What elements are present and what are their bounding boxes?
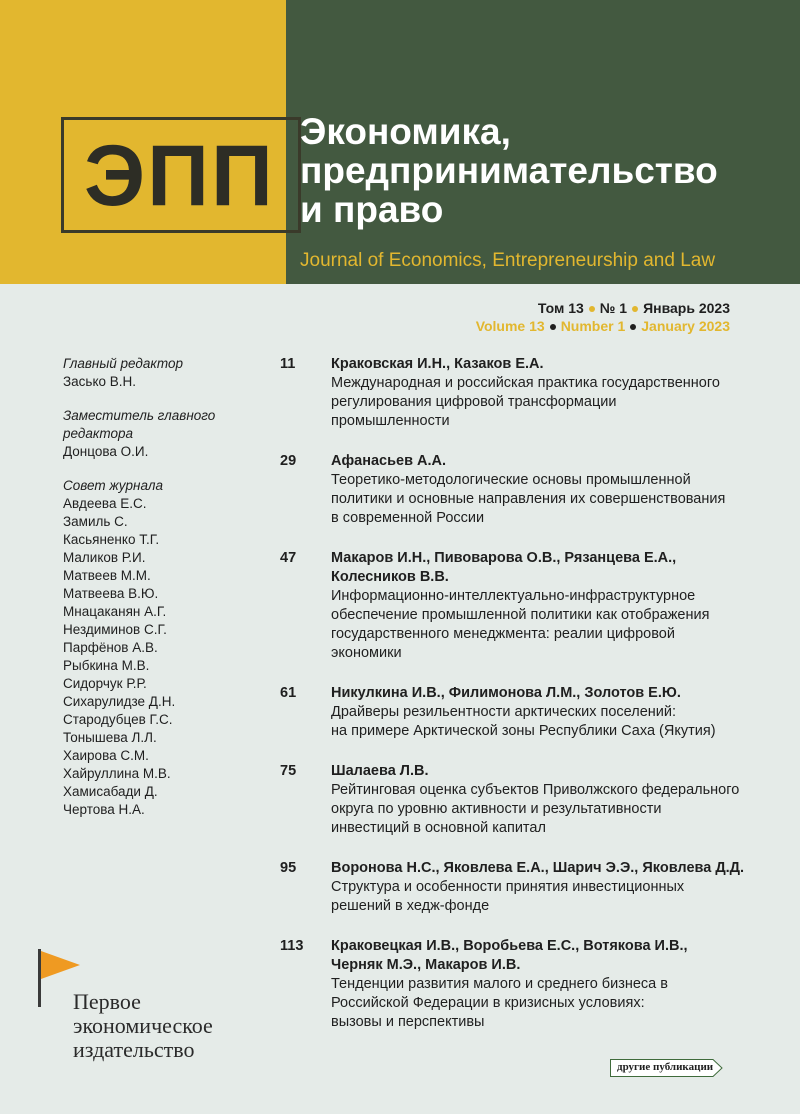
toc-title-line: на примере Арктической зоны Республики Саха (Якутия) xyxy=(331,723,716,739)
publisher-name xyxy=(73,990,213,1062)
toc-page-number: 75 xyxy=(280,763,297,779)
issue-volume: Том 13 xyxy=(537,300,584,316)
issue-info-ru xyxy=(538,300,730,316)
board-member: Авдеева Е.С. xyxy=(63,496,147,511)
toc-title-line: округа по уровню активности и результативности xyxy=(331,801,662,817)
chief-editor-name: Засько В.Н. xyxy=(63,374,137,389)
publisher-name-line: Первое xyxy=(73,989,141,1014)
toc-title-line: Рейтинговая оценка субъектов Приволжского федерального xyxy=(331,782,740,798)
other-publications-label[interactable]: другие публикации xyxy=(617,1061,714,1073)
board-role: Совет журнала xyxy=(63,478,163,493)
issue-number: Number 1 xyxy=(560,318,626,334)
journal-title-line: и право xyxy=(300,189,444,230)
toc-item[interactable] xyxy=(280,355,750,431)
issue-info-en xyxy=(476,318,730,334)
toc-title-line: Теоретико-методологические основы промышленной xyxy=(331,472,691,488)
board-member: Хамисабади Д. xyxy=(63,784,158,799)
issue-date: January 2023 xyxy=(641,318,730,334)
issue-volume: Volume 13 xyxy=(475,318,545,334)
toc-title-line: политики и основные направления их совершенствования xyxy=(331,491,726,507)
toc-title-line: Международная и российская практика государственного xyxy=(331,375,720,391)
toc-authors: Шалаева Л.В. xyxy=(331,763,429,779)
separator-dot-icon xyxy=(630,324,636,330)
board-member: Тонышева Л.Л. xyxy=(63,730,157,745)
toc-page-number: 29 xyxy=(280,453,297,469)
board-member: Рыбкина М.В. xyxy=(63,658,150,673)
issue-date: Январь 2023 xyxy=(643,300,730,316)
deputy-editor-role: Заместитель главного xyxy=(63,408,216,423)
toc-title-line: Информационно-интеллектуально-инфраструктурное xyxy=(331,588,696,604)
toc-authors: Черняк М.Э., Макаров И.В. xyxy=(331,957,521,973)
toc-title-line: промышленности xyxy=(331,413,450,429)
toc-title-line: в современной России xyxy=(331,510,485,526)
toc-authors: Краковская И.Н., Казаков Е.А. xyxy=(331,356,544,372)
toc-item[interactable] xyxy=(280,684,750,741)
toc-item[interactable] xyxy=(280,452,750,528)
journal-subtitle: Journal of Economics, Entrepreneurship and Law xyxy=(300,250,716,271)
board-member: Маликов Р.И. xyxy=(63,550,146,565)
board-member: Сидорчук Р.Р. xyxy=(63,676,147,691)
toc-page-number: 95 xyxy=(280,860,297,876)
toc-item[interactable] xyxy=(280,937,750,1032)
toc-page-number: 47 xyxy=(280,550,297,566)
board-member: Мнацаканян А.Г. xyxy=(63,604,167,619)
journal-title-line: Экономика, xyxy=(300,111,511,152)
board-member: Чертова Н.А. xyxy=(63,802,145,817)
toc-title-line: инвестиций в основной капитал xyxy=(331,820,546,836)
journal-title xyxy=(300,112,780,229)
toc-page-number: 61 xyxy=(280,685,297,701)
publisher-name-line: экономическое xyxy=(73,1013,213,1038)
deputy-editor-role: редактора xyxy=(63,426,133,441)
toc-title-line: решений в хедж-фонде xyxy=(331,898,490,914)
separator-dot-icon xyxy=(550,324,556,330)
toc-authors: Макаров И.Н., Пивоварова О.В., Рязанцева Е.А., xyxy=(331,550,677,566)
toc-authors: Колесников В.В. xyxy=(331,569,449,585)
toc-item[interactable] xyxy=(280,859,750,916)
board-member: Сихарулидзе Д.Н. xyxy=(63,694,176,709)
toc-item[interactable] xyxy=(280,762,750,838)
publisher-name-line: издательство xyxy=(73,1037,195,1062)
toc-item[interactable] xyxy=(280,549,750,663)
board-member: Стародубцев Г.С. xyxy=(63,712,173,727)
separator-dot-icon xyxy=(632,306,638,312)
table-of-contents xyxy=(280,355,750,1032)
journal-logo: ЭПП xyxy=(84,128,275,224)
toc-authors: Никулкина И.В., Филимонова Л.М., Золотов Е.Ю. xyxy=(331,685,681,701)
toc-title-line: экономики xyxy=(331,645,402,661)
board-member: Нездиминов С.Г. xyxy=(63,622,167,637)
toc-page-number: 11 xyxy=(280,356,296,372)
toc-title-line: Тенденции развития малого и среднего бизнеса в xyxy=(331,976,668,992)
toc-title-line: государственного менеджмента: реалии цифровой xyxy=(331,626,675,642)
board-member: Хайруллина М.В. xyxy=(63,766,171,781)
deputy-editor-name: Донцова О.И. xyxy=(63,444,149,459)
issue-number: № 1 xyxy=(599,300,628,316)
toc-page-number: 113 xyxy=(280,938,304,954)
toc-title-line: Российской Федерации в кризисных условиях: xyxy=(331,995,645,1011)
chief-editor-role: Главный редактор xyxy=(63,356,184,371)
board-member: Хаирова С.М. xyxy=(63,748,149,763)
toc-authors: Афанасьев А.А. xyxy=(331,453,447,469)
board-member: Касьяненко Т.Г. xyxy=(63,532,160,547)
toc-title-line: Драйверы резильентности арктических поселений: xyxy=(331,704,677,720)
board-member: Парфёнов А.В. xyxy=(63,640,158,655)
toc-authors: Воронова Н.С., Яковлева Е.А., Шарич Э.Э., Яковлева Д.Д. xyxy=(331,860,745,876)
board-member: Замиль С. xyxy=(63,514,128,529)
board-list xyxy=(63,495,263,819)
toc-title-line: вызовы и перспективы xyxy=(331,1014,485,1030)
board-member: Матвеев М.М. xyxy=(63,568,151,583)
toc-title-line: Структура и особенности принятия инвестиционных xyxy=(331,879,685,895)
journal-title-line: предпринимательство xyxy=(300,150,718,191)
separator-dot-icon xyxy=(589,306,595,312)
toc-title-line: регулирования цифровой трансформации xyxy=(331,394,617,410)
toc-authors: Краковецкая И.В., Воробьева Е.С., Вотякова И.В., xyxy=(331,938,688,954)
board-member: Матвеева В.Ю. xyxy=(63,586,159,601)
editorial-board xyxy=(63,355,263,819)
toc-title-line: обеспечение промышленной политики как отображения xyxy=(331,607,710,623)
